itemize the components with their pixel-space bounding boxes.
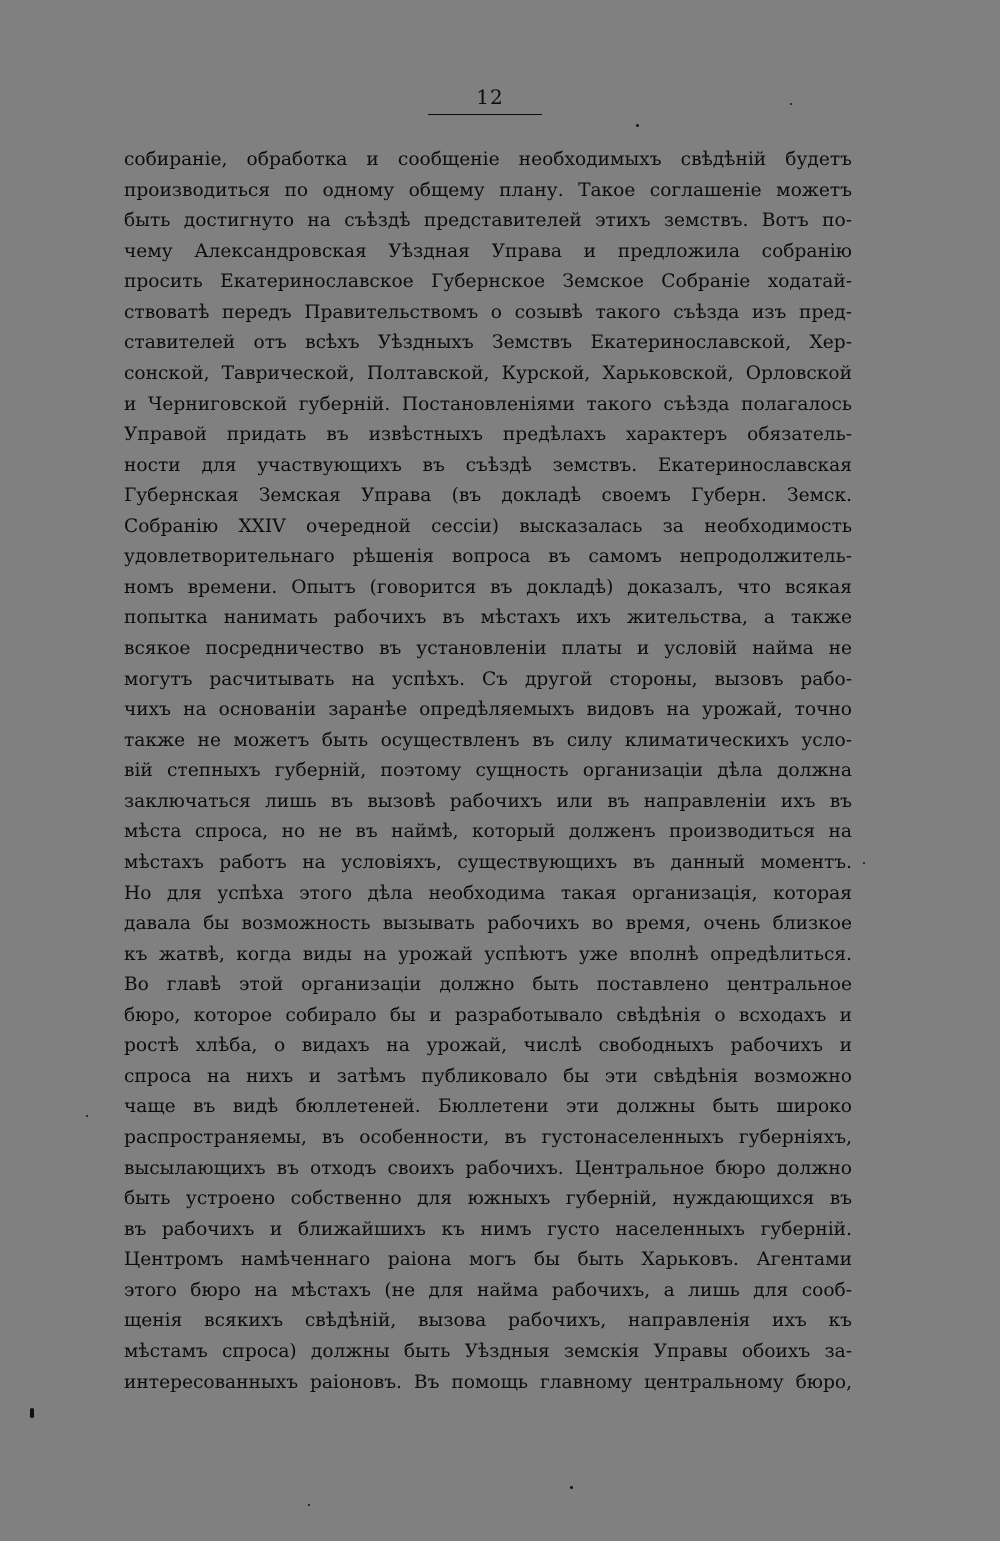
text-line: всякое посредничество въ установленіи платы и условій найма не (124, 638, 852, 659)
text-line: Губернская Земская Управа (въ докладѣ своемъ Губерн. Земск. (124, 485, 852, 507)
text-line: чаще въ видѣ бюллетеней. Бюллетени эти должны быть широко (124, 1096, 852, 1118)
page-number: 12 (476, 85, 504, 109)
scan-speck (636, 124, 639, 127)
text-line: интересованныхъ раіоновъ. Въ помощь главному центральному бюро, (124, 1371, 852, 1393)
text-line: Но для успѣха этого дѣла необходима такая организація, которая (124, 882, 852, 904)
text-line: мѣстамъ спроса) должны быть Уѣздныя земскія Управы обоихъ за- (124, 1340, 852, 1362)
text-line: въ рабочихъ и ближайшихъ къ нимъ густо населенныхъ губерній. (124, 1218, 852, 1240)
text-line: этого бюро на мѣстахъ (не для найма рабочихъ, а лишь для сооб- (124, 1279, 852, 1301)
text-line: вій степныхъ губерній, поэтому сущность организаціи дѣла должна (124, 760, 852, 782)
text-line: мѣстахъ работъ на условіяхъ, существующихъ въ данный моментъ. (124, 851, 852, 873)
text-line: высылающихъ въ отходъ своихъ рабочихъ. Центральное бюро должно (124, 1157, 852, 1179)
body-text (124, 145, 852, 1398)
text-line: чихъ на основаніи заранѣе опредѣляемыхъ видовъ на урожай, точно (124, 699, 852, 721)
text-line: Собранію XXIV очередной сессіи) высказалась за необходимость (124, 515, 852, 537)
text-line: ности для участвующихъ въ съѣздѣ земствъ. Екатеринославская (124, 454, 852, 476)
scan-speck (790, 103, 792, 105)
text-line: ставителей отъ всѣхъ Уѣздныхъ Земствъ Екатеринославской, Хер- (124, 332, 852, 354)
text-line: удовлетворительнаго рѣшенія вопроса въ самомъ непродолжитель- (124, 546, 852, 568)
text-line: ствоватѣ передъ Правительствомъ о созывѣ такого съѣзда изъ пред- (124, 301, 852, 323)
text-line: чему Александровская Уѣздная Управа и предложила собранію (124, 240, 852, 262)
text-line: попытка нанимать рабочихъ въ мѣстахъ ихъ жительства, а также (124, 607, 852, 629)
text-line: Во главѣ этой организаціи должно быть поставлено центральное (124, 974, 852, 996)
text-line: давала бы возможность вызывать рабочихъ во время, очень близкое (124, 913, 852, 935)
header-rule (428, 114, 542, 115)
text-line: просить Екатеринославское Губернское Земское Собраніе ходатай- (124, 271, 852, 293)
scan-speck (863, 862, 865, 864)
text-line: спроса на нихъ и затѣмъ публиковало бы эти свѣдѣнія возможно (124, 1065, 852, 1087)
text-line: и Черниговской губерній. Постановленіями такого съѣзда полагалось (124, 393, 852, 415)
text-line: распространяемы, въ особенности, въ густонаселенныхъ губерніяхъ, (124, 1127, 852, 1148)
scan-speck (86, 1115, 88, 1117)
text-line: могутъ расчитывать на успѣхъ. Съ другой стороны, вызовъ рабо- (124, 668, 852, 690)
text-line: Центромъ намѣченнаго раіона могъ бы быть Харьковъ. Агентами (124, 1249, 852, 1271)
text-line: номъ времени. Опытъ (говорится въ докладѣ) доказалъ, что всякая (124, 576, 852, 598)
scan-speck (308, 1504, 310, 1506)
text-line: ростѣ хлѣба, о видахъ на урожай, числѣ свободныхъ рабочихъ и (124, 1035, 852, 1057)
text-line: бюро, которое собирало бы и разработывало свѣдѣнія о всходахъ и (124, 1004, 852, 1026)
text-line: собираніе, обработка и сообщеніе необходимыхъ свѣдѣній будетъ (124, 149, 852, 170)
text-line: заключаться лишь въ вызовѣ рабочихъ или въ направленіи ихъ въ (124, 790, 852, 812)
scan-speck (570, 1486, 573, 1489)
text-line: сонской, Таврической, Полтавской, Курской, Харьковской, Орловской (124, 362, 852, 384)
text-line: быть достигнуто на съѣздѣ представителей этихъ земствъ. Вотъ по- (124, 210, 852, 232)
scan-speck (30, 1408, 34, 1418)
text-line: также не можетъ быть осуществленъ въ силу климатическихъ усло- (124, 729, 852, 751)
text-line: щенія всякихъ свѣдѣній, вызова рабочихъ, направленія ихъ къ (124, 1310, 852, 1332)
text-line: къ жатвѣ, когда виды на урожай успѣютъ уже вполнѣ опредѣлиться. (124, 943, 852, 965)
text-line: Управой придать въ извѣстныхъ предѣлахъ характеръ обязатель- (124, 424, 852, 446)
text-line: производиться по одному общему плану. Такое соглашеніе можетъ (124, 179, 852, 201)
text-line: быть устроено собственно для южныхъ губерній, нуждающихся въ (124, 1188, 852, 1210)
text-line: мѣста спроса, но не въ наймѣ, который долженъ производиться на (124, 821, 852, 843)
